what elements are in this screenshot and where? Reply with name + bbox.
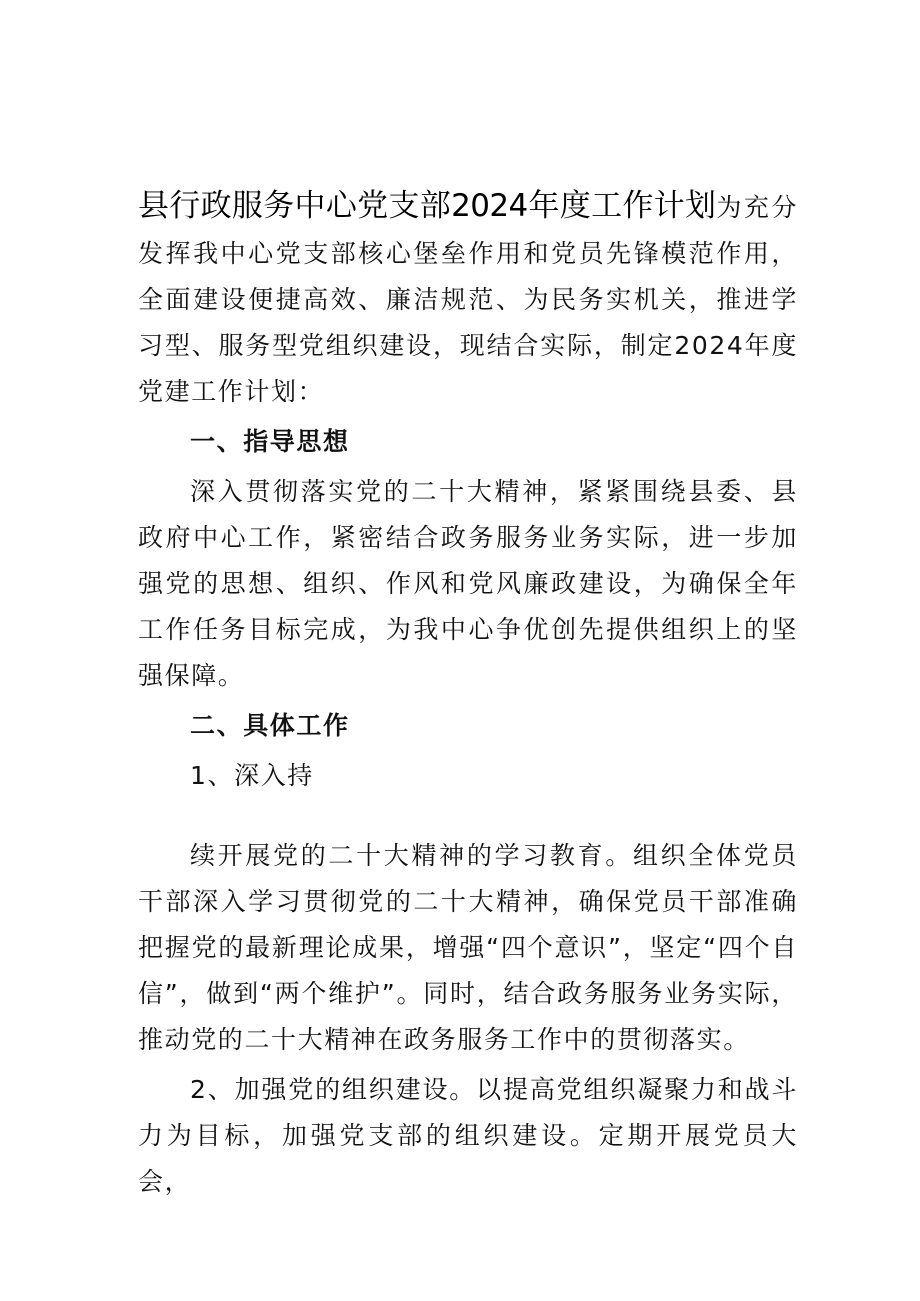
item-2-body: 2、加强党的组织建设。以提高党组织凝聚力和战斗力为目标，加强党支部的组织建设。定期开展党员大会，: [138, 1075, 798, 1196]
title-paragraph: [138, 183, 798, 415]
section-heading-specific-work: 二、具体工作: [190, 711, 350, 740]
document-title: 县行政服务中心党支部2024年度工作计划: [138, 188, 717, 224]
section-body-guiding-thought: 深入贯彻落实党的二十大精神，紧紧围绕县委、县政府中心工作，紧密结合政务服务业务实际，进一步加强党的思想、组织、作风和党风廉政建设，为确保全年工作任务目标完成，为我中心争优创先提供组织上的坚强保障。: [138, 477, 798, 690]
document-content: [138, 183, 798, 1205]
item-1-label: 1、深入持: [190, 761, 314, 790]
section-heading-guiding-thought: 一、指导思想: [190, 427, 350, 456]
intro-text: 为充分发挥我中心党支部核心堡垒作用和党员先锋模范作用，全面建设便捷高效、廉洁规范、为民务实机关，推进学习型、服务型党组织建设，现结合实际，制定2024年度党建工作计划：: [138, 193, 798, 406]
item-1-body: 续开展党的二十大精神的学习教育。组织全体党员干部深入学习贯彻党的二十大精神，确保党员干部准确把握党的最新理论成果，增强“四个意识”，坚定“四个自信”，做到“两个维护”。同时，结合政务服务业务实际，推动党的二十大精神在政务服务工作中的贯彻落实。: [138, 841, 798, 1054]
